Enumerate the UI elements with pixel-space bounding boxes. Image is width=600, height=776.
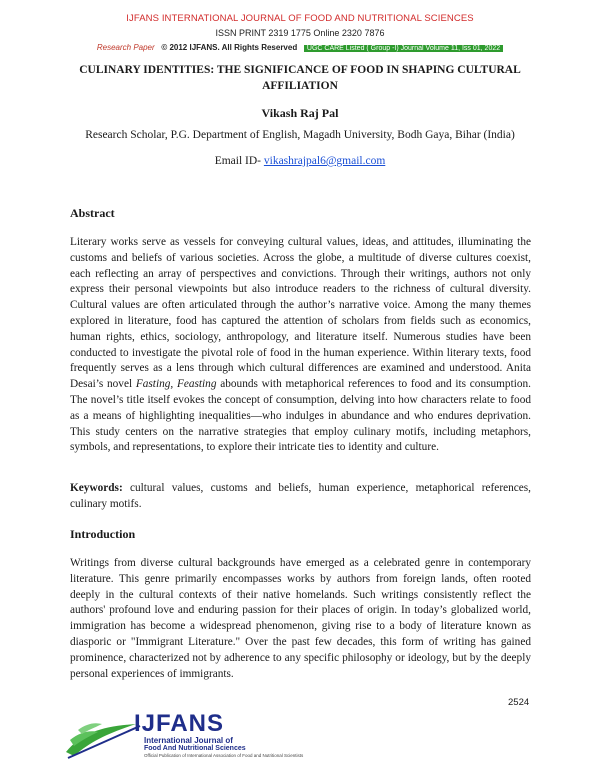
logo-subtitle-1: International Journal of — [144, 736, 233, 745]
abstract-heading: Abstract — [70, 206, 115, 220]
author-name: Vikash Raj Pal — [261, 106, 339, 120]
abstract-text-part1: Literary works serve as vessels for conveying cultural values, ideas, and attitudes, illuminating the customs and beliefs of various societies. Across the globe, a multitude of diverse cultures coexist, each reflecting an array of perspectives and convictions. Through their writings, authors not only express their personal viewpoints but also introduce readers to the richness of cultural diversity. Cultural values are often articulated through the author’s narrative voice. Among the many themes explored in literature, food has captured the attention of scholars from fields such as economics, human rights, ethics, sociology, anthropology, and literature itself. Numerous studies have been conducted to investigate the pivotal role of food in the human experience. Within literary texts, food frequently serves as a lens through which cultural differences are examined and understood. Anita Desai’s novel — [70, 236, 531, 391]
logo-wordmark: IJFANS — [134, 710, 225, 737]
paper-type: Research Paper — [96, 43, 155, 52]
issn-line: ISSN PRINT 2319 1775 Online 2320 7876 — [215, 28, 385, 38]
keywords — [70, 481, 531, 513]
copyright: © 2012 IJFANS. All Rights Reserved — [161, 43, 298, 52]
email-label: Email ID- — [214, 155, 264, 167]
header-meta-line — [0, 43, 600, 52]
journal-logo — [62, 710, 322, 760]
introduction-heading: Introduction — [70, 527, 136, 541]
keywords-text: cultural values, customs and beliefs, human experience, metaphorical references, culinary motifs. — [70, 482, 531, 510]
keywords-label: Keywords: — [70, 482, 123, 494]
logo-emblem-icon — [62, 710, 142, 760]
author-affiliation: Research Scholar, P.G. Department of English, Magadh University, Bodh Gaya, Bihar (India) — [85, 129, 515, 141]
logo-subtitle-3: Official Publication of International Association of Food and Nutritional Scientists — [144, 753, 304, 758]
introduction-body: Writings from diverse cultural backgrounds have emerged as a celebrated genre in contemporary literature. This genre primarily encompasses works by authors from foreign lands, often rooted deeply in the cultural contexts of their native homelands. Such writings consistently reflect the authors' profound love and enduring passion for their places of origin. In today’s globalized world, immigration has become a widespread phenomenon, giving rise to a body of literature known as diasporic or "Immigrant Literature." Over the past few decades, this form of writing has gained prominence, characterized not by adherence to any specific philosophy or ideology, but by the deeply personal experiences of immigrants. — [70, 557, 531, 680]
author-email-line — [0, 155, 600, 167]
email-link[interactable]: vikashrajpal6@gmail.com — [263, 155, 386, 167]
abstract-text-part2: abounds with metaphorical references to food and its consumption. The novel’s title itself evokes the concept of consumption, delving into how characters relate to food as a means of highlighting inequalities—who indulges in abundance and who endures deprivation. This study centers on the narrative strategies that employ culinary motifs, including metaphors, symbols, and representations, to explore their intricate ties to identity and culture. — [70, 378, 531, 454]
page-number: 2524 — [508, 697, 530, 708]
article-title: CULINARY IDENTITIES: THE SIGNIFICANCE OF FOOD IN SHAPING CULTURAL AFFILIATION — [79, 64, 521, 92]
logo-subtitle-2: Food And Nutritional Sciences — [144, 745, 246, 752]
abstract-body — [70, 235, 531, 456]
book-title: Fasting, Feasting — [135, 378, 217, 391]
ugc-badge: UGC CARE Listed ( Group -I) Journal Volume 11, Iss 01, 2022 — [304, 45, 503, 52]
journal-name: IJFANS INTERNATIONAL JOURNAL OF FOOD AND NUTRITIONAL SCIENCES — [126, 13, 474, 24]
